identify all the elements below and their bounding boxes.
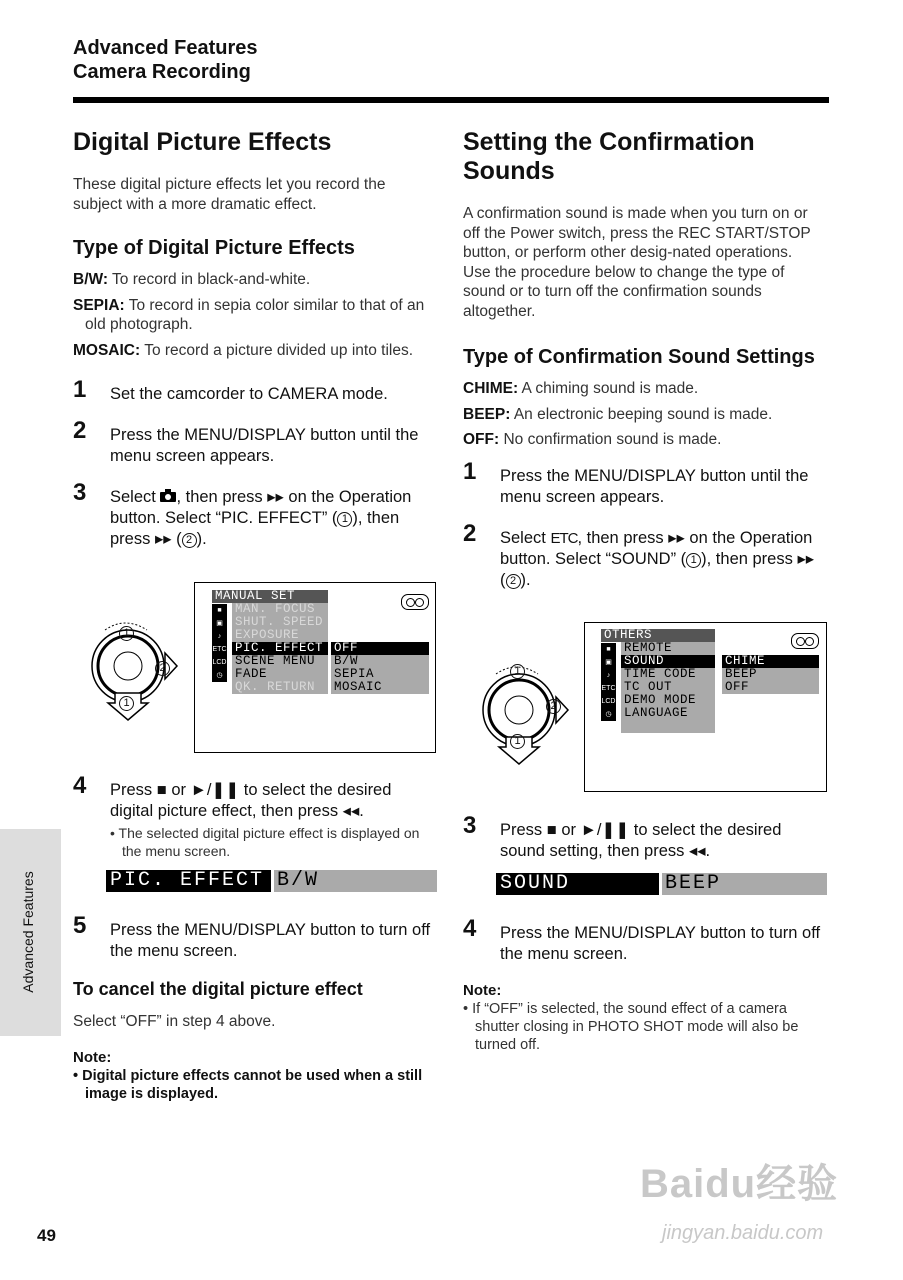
dial-label-up: 1 [119, 626, 134, 641]
rewind-icon: ◂◂ [342, 802, 360, 820]
menu-title: OTHERS [601, 629, 715, 642]
circled-number-icon: 1 [686, 553, 701, 568]
option: SEPIA [331, 668, 429, 681]
watermark-url: jingyan.baidu.com [662, 1222, 824, 1244]
left-type-heading: Type of Digital Picture Effects [73, 237, 355, 259]
menu-item: QK. RETURN [232, 681, 328, 694]
camera-icon: ■ [212, 604, 227, 617]
forward-icon: ▸▸ [668, 528, 685, 547]
forward-icon: ▸▸ [267, 488, 284, 506]
menu-item: SHUT. SPEED [232, 616, 328, 629]
pic-effect-display-bar [106, 870, 437, 892]
clock-icon: ◷ [601, 708, 616, 721]
menu-item: TIME CODE [621, 668, 715, 681]
option: B/W [331, 655, 429, 668]
bar-label: SOUND [496, 873, 659, 895]
header-line-2: Camera Recording [73, 61, 251, 83]
right-step-3: 3 Press ■ or ►/❚❚ to select the desired sound setting, then press ◂◂. [463, 812, 782, 860]
cassette-icon [791, 633, 819, 649]
left-column-lower [73, 772, 435, 860]
menu-item: TC OUT [621, 681, 715, 694]
microphone-icon: ♪ [212, 630, 227, 643]
option: OFF [722, 681, 819, 694]
right-step-2: 2 Select ETC, then press ▸▸ on the Operation button. Select “SOUND” ( 1 ), then press ▸▸ ( 2 ). [463, 519, 815, 589]
forward-icon: ▸▸ [154, 530, 172, 548]
type-mosaic: MOSAIC: To record a picture divided up into tiles. [73, 341, 414, 359]
rewind-icon: ◂◂ [688, 842, 706, 860]
pic-effect-options [331, 642, 429, 694]
right-type-heading: Type of Confirmation Sound Settings [463, 346, 815, 368]
operation-dial-left [85, 608, 185, 723]
type-bw: B/W: To record in black-and-white. [73, 271, 311, 288]
left-column [73, 128, 435, 550]
menu-item: DEMO MODE [621, 694, 715, 707]
stop-icon: ■ [546, 821, 557, 839]
header-line-1: Advanced Features [73, 37, 258, 59]
type-sepia: SEPIA: To record in sepia color similar to that of an old photograph. [73, 296, 425, 333]
clock-icon: ◷ [212, 669, 227, 682]
right-title: Setting the Confirmation Sounds [463, 128, 755, 185]
menu-item: LANGUAGE [621, 707, 715, 720]
manual-set-menu [212, 590, 328, 694]
photo-icon: ▣ [212, 617, 227, 630]
right-note-text: • If “OFF” is selected, the sound effect of a camera shutter closing in PHOTO SHOT mode will also be turned off. [463, 1001, 799, 1053]
side-tab-label: Advanced Features [20, 871, 36, 993]
microphone-icon: ♪ [601, 669, 616, 682]
left-step-5: 5 Press the MENU/DISPLAY button to turn off the menu screen. [73, 912, 431, 960]
etc-icon: ETC [601, 682, 616, 695]
menu-item: MAN. FOCUS [232, 603, 328, 616]
left-step-1: 1 Set the camcorder to CAMERA mode. [73, 376, 388, 403]
side-section-tab [0, 829, 61, 1036]
play-pause-icon: ►/❚❚ [190, 781, 240, 799]
dial-label-right: 2 [546, 699, 561, 714]
cancel-heading: To cancel the digital picture effect [73, 979, 363, 999]
circled-number-icon: 2 [182, 533, 197, 548]
camera-icon [160, 488, 176, 506]
option-selected: OFF [331, 642, 429, 655]
etc-icon: ETC [550, 529, 578, 547]
stop-icon: ■ [156, 781, 167, 799]
watermark-logo: Baidu经验 [640, 1162, 839, 1206]
circled-number-icon: 1 [337, 512, 352, 527]
sound-display-bar [496, 873, 827, 895]
right-column-lower [463, 812, 823, 862]
menu-item: EXPOSURE [232, 629, 328, 642]
bar-label: PIC. EFFECT [106, 870, 271, 892]
type-chime: CHIME: A chiming sound is made. [463, 380, 699, 397]
others-menu-screen [584, 622, 827, 792]
header-rule [73, 97, 829, 103]
left-column-bottom [73, 912, 435, 1103]
menu-item: FADE [232, 668, 328, 681]
right-step-1: 1 Press the MENU/DISPLAY button until the menu screen appears. [463, 457, 809, 506]
camera-icon: ■ [601, 643, 616, 656]
left-title: Digital Picture Effects [73, 128, 332, 156]
etc-icon: ETC [212, 643, 227, 656]
menu-item-selected: PIC. EFFECT [232, 642, 328, 655]
type-off: OFF: No confirmation sound is made. [463, 431, 722, 448]
manual-set-menu-screen [194, 582, 436, 753]
menu-blank-row [621, 720, 715, 733]
right-column [463, 128, 823, 591]
menu-item-selected: SOUND [621, 655, 715, 668]
lcd-icon: LCD [601, 695, 616, 708]
dial-label-up: 1 [510, 664, 525, 679]
page-number: 49 [37, 1226, 56, 1245]
right-note-heading: Note: [463, 982, 502, 999]
menu-item: SCENE MENU [232, 655, 328, 668]
menu-title: MANUAL SET [212, 590, 328, 603]
lcd-icon: LCD [212, 656, 227, 669]
play-pause-icon: ►/❚❚ [580, 821, 630, 839]
dial-label-down: 1 [119, 696, 134, 711]
right-step-4: 4 Press the MENU/DISPLAY button to turn off the menu screen. [463, 915, 821, 963]
menu-item: REMOTE [621, 642, 715, 655]
option: MOSAIC [331, 681, 429, 694]
dial-label-right: 2 [155, 661, 170, 676]
left-step-4: 4 Press ■ or ►/❚❚ to select the desired digital picture effect, then press ◂◂. • The selected digital picture effect is displayed on the menu screen. [73, 780, 435, 860]
left-step-2: 2 Press the MENU/DISPLAY button until the menu screen appears. [73, 417, 419, 465]
type-beep: BEEP: An electronic beeping sound is made. [463, 405, 773, 423]
circled-number-icon: 2 [506, 574, 521, 589]
bar-value: BEEP [662, 873, 827, 895]
option: BEEP [722, 668, 819, 681]
bar-value: B/W [274, 870, 437, 892]
operation-dial-right [476, 652, 576, 767]
others-menu [601, 629, 715, 733]
sound-options [722, 655, 819, 694]
left-step-4-note: • The selected digital picture effect is displayed on the menu screen. [110, 825, 420, 859]
right-column-bottom [463, 915, 823, 1054]
cassette-icon [401, 594, 429, 610]
left-note-heading: Note: [73, 1048, 112, 1066]
section-header [73, 36, 258, 84]
photo-icon: ▣ [601, 656, 616, 669]
dial-label-down: 1 [510, 734, 525, 749]
cancel-text: Select “OFF” in step 4 above. [73, 1013, 276, 1030]
forward-icon: ▸▸ [797, 549, 815, 568]
left-intro: These digital picture effects let you record the subject with a more dramatic effect. [73, 176, 386, 213]
right-intro: A confirmation sound is made when you turn on or off the Power switch, press the REC START/STOP button, or perform other desig-nated operations. Use the procedure below to change the type of sound or to turn off the confirmation sounds altogether. [463, 205, 811, 320]
left-note-text: • Digital picture effects cannot be used when a still image is displayed. [73, 1067, 423, 1102]
option-selected: CHIME [722, 655, 819, 668]
left-step-3: 3 Select , then press ▸▸ on the Operation button. Select “PIC. EFFECT” ( 1 ), then press ▸▸ ( 2 ). [73, 479, 412, 548]
